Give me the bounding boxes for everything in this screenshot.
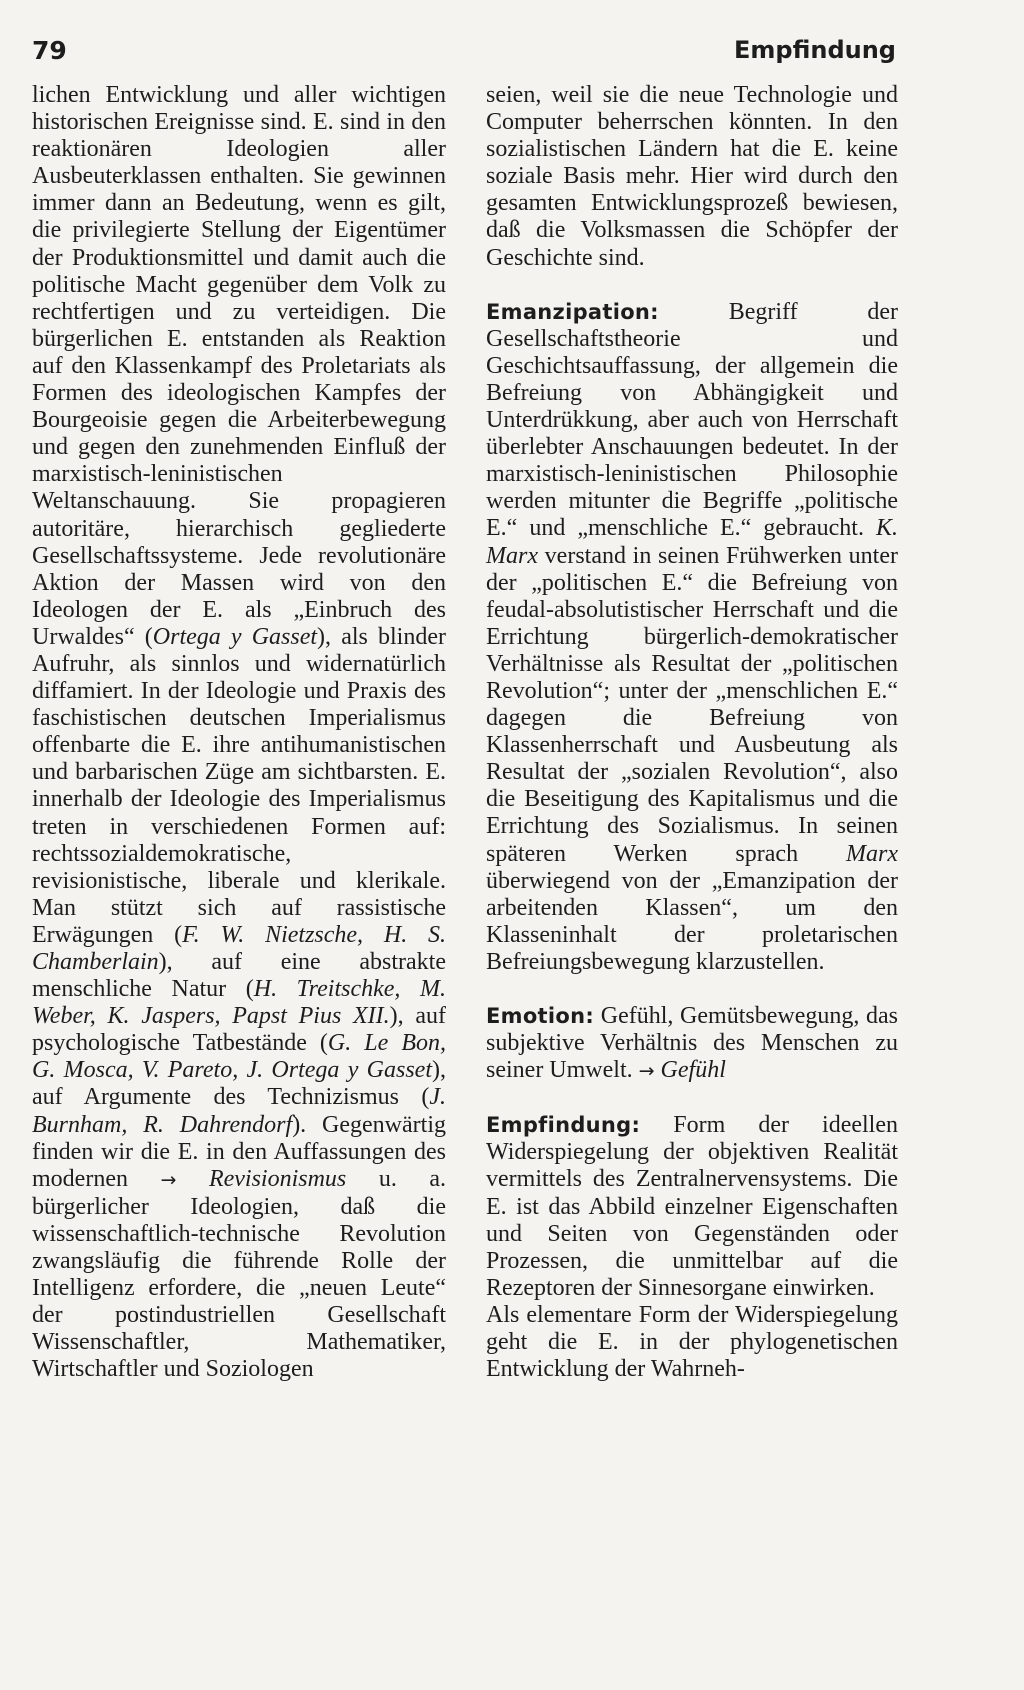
text-run: lichen Entwicklung und aller wichtigen historischen Ereignisse sind. E. sind in den reaktionären Ideologien aller Ausbeuterklassen enthalten. Sie gewinnen immer dann an Bedeutung, wenn es gilt, die privilegierte Stellung der Eigentümer der Produktionsmittel und damit auch die politische Macht gegenüber dem Volk zu rechtfertigen und zu verteidigen. Die bürgerlichen E. entstanden als Reaktion auf den Klassenkampf des Proletariats als Formen des ideologischen Kampfes der Bourgeoisie gegen die Arbeiterbewegung und gegen den zunehmenden Einfluß der marxistisch-leninistischen Weltanschauung. Sie propagieren autoritäre, hierarchisch gegliederte Gesellschaftssysteme. Jede revolutionäre Aktion der Massen wird von den Ideologen der E. als „Einbruch des Urwaldes“ ( xyxy=(32,82,446,650)
author-reference: H. Treitschke, M. Weber, K. Jaspers, Papst Pius XII. xyxy=(32,976,446,1030)
entry-term: Empfindung: xyxy=(486,1113,641,1138)
entry-emanzipation xyxy=(486,299,898,976)
author-reference: F. W. Nietzsche, H. S. Chamberlain xyxy=(32,921,446,975)
text-run: ), als blinder Aufruhr, als sinnlos und widernatürlich diffamiert. In der Ideologie und Praxis des faschistischen deutschen Imperialismus offenbarte die E. ihre antihumanistischen und barbarischen Züge am sichtbarsten. E. innerhalb der Ideologie des Imperialismus treten in verschiedenen Formen auf: rechtssozialdemokratische, revisionistische, liberale und klerikale. Man stützt sich auf rassistische Erwägungen ( xyxy=(32,623,446,948)
author-reference: K. Marx xyxy=(486,515,898,569)
text-run: u. a. bürgerlicher Ideologien, daß die wissenschaftlich-technische Revolution zwangsläufig die führende Rolle der Intelligenz erfordere, die „neuen Leute“ der postindustriellen Gesellschaft Wissenschaftler, Mathematiker, Wirtschaftler und Soziologen xyxy=(32,1165,446,1383)
entry-term: Emanzipation: xyxy=(486,299,659,324)
entry-empfindung-paragraph: Als elementare Form der Widerspiegelung geht die E. in der phylogenetischen Entwicklung der Wahrneh- xyxy=(486,1301,898,1383)
right-column xyxy=(486,82,898,1383)
text-run: Gefühl, Gemütsbewegung, das subjektive Verhältnis des Menschen zu seiner Umwelt. xyxy=(486,1003,898,1084)
text-run: ), auf psychologische Tatbestände ( xyxy=(32,1003,446,1057)
author-reference: G. Le Bon, G. Mosca, V. Pareto, J. Ortega y Gasset xyxy=(32,1030,446,1084)
cross-reference-arrow-icon: → xyxy=(160,1168,177,1191)
text-run: ), auf Argumente des Technizismus ( xyxy=(32,1057,446,1111)
text-run: überwiegend von der „Emanzipation der arbeitenden Klassen“, um den Klasseninhalt der proletarischen Befreiungsbewegung klarzustellen. xyxy=(486,867,898,975)
entry-emotion xyxy=(486,1003,898,1085)
text-run: ), auf eine abstrakte menschliche Natur ( xyxy=(32,949,446,1003)
author-reference: Ortega y Gasset xyxy=(152,623,318,650)
text-run: verstand in seinen Frühwerken unter der „politischen E.“ die Befreiung von feudal-absolutistischer Herrschaft und die Errichtung bürgerlich-demokratischer Verhältnisse als Resultat der „politischen Revolution“; unter der „menschlichen E.“ dagegen die Befreiung von Klassenherrschaft und Ausbeutung als Resultat der „sozialen Revolution“, also die Beseitigung des Kapitalismus und die Errichtung des Sozialismus. In seinen späteren Werken sprach xyxy=(486,542,898,867)
text-run: Form der ideellen Widerspiegelung der objektiven Realität vermittels des Zentralnervensystems. Die E. ist das Abbild einzelner Eigenschaften und Seiten von Gegenständen oder Prozessen, die unmittelbar auf die Rezeptoren der Sinnesorgane einwirken. xyxy=(486,1112,898,1301)
author-reference: Marx xyxy=(846,840,898,867)
entry-term: Emotion: xyxy=(486,1004,595,1028)
text-run: Begriff der Gesellschaftstheorie und Geschichtsauffassung, der allgemein die Befreiung von Abhängigkeit und Unterdrükkung, aber auch von Herrschaft überlebter Anschauungen bedeutet. In der marxistisch-leninistischen Philosophie werden mitunter die Begriffe „politische E.“ und „menschliche E.“ gebraucht. xyxy=(486,298,898,542)
cross-reference-link[interactable]: Gefühl xyxy=(660,1057,726,1084)
entry-continuation xyxy=(32,82,446,1384)
running-head: Empfindung xyxy=(734,36,896,64)
entry-continuation: seien, weil sie die neue Technologie und Computer beherrschen könnten. In den sozialistischen Ländern hat die E. keine soziale Basis mehr. Hier wird durch den gesamten Entwicklungsprozeß bewiesen, daß die Volksmassen die Schöpfer der Geschichte sind. xyxy=(486,82,898,271)
entry-empfindung xyxy=(486,1112,898,1302)
author-reference: J. Burnham, R. Dahrendorf xyxy=(32,1084,446,1138)
page-number: 79 xyxy=(32,36,67,65)
text-run: ). Gegenwärtig finden wir die E. in den Auffassungen des modernen xyxy=(32,1111,446,1192)
cross-reference-arrow-icon: → xyxy=(638,1060,655,1083)
cross-reference-link[interactable]: Revisionismus xyxy=(208,1165,347,1192)
left-column xyxy=(32,82,446,1384)
